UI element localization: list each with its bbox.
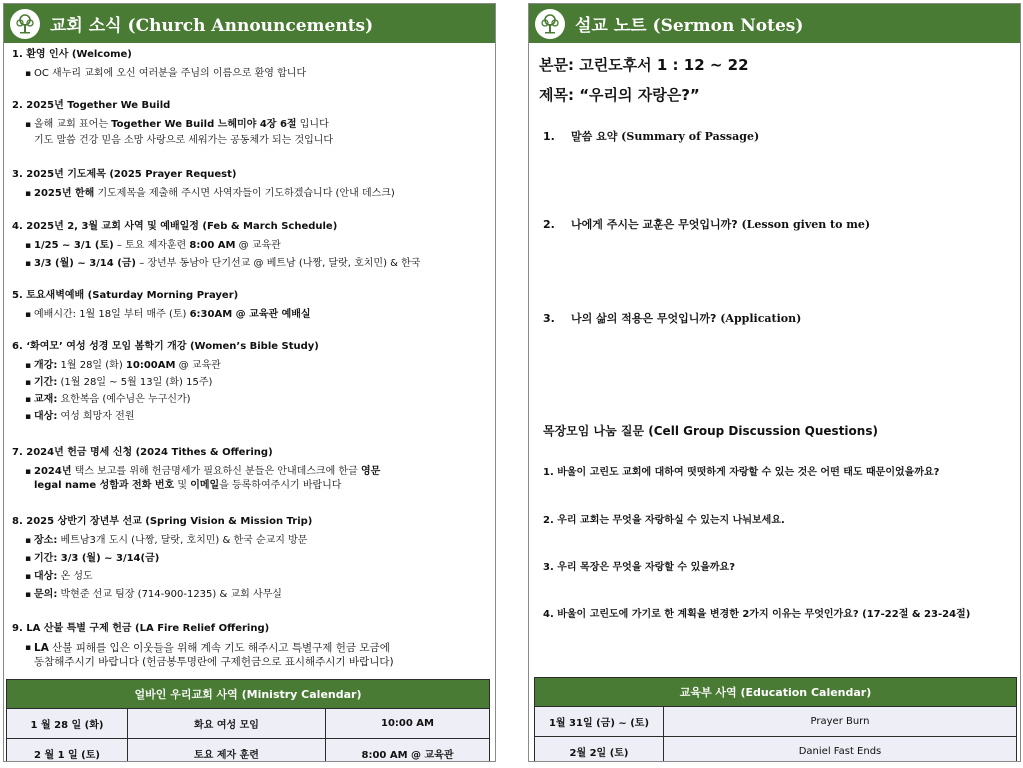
list-item: ▪ 2025년 한해 기도제목을 제출해 주시면 사역자들이 기도하겠습니다 (안내 데스크) [12,187,489,201]
list-item: ▪ 기간: (1월 28일 ~ 5월 13일 (화) 15주) [12,376,489,390]
title-english: (Church Announcements) [127,16,374,36]
table-row [535,737,1017,763]
announcement-prayer-request [12,168,489,205]
announcement-together-we-build [12,99,489,148]
section-title: 4. 2025년 2, 3월 교회 사역 및 예배일정 (Feb & March Schedule) [12,221,338,232]
discussion-question: 3. 우리 목장은 무엇을 자랑할 수 있을까요? [543,562,736,573]
table-row [7,739,490,763]
education-calendar-table [534,677,1017,762]
table-cell-event: Prayer Burn [664,707,1017,737]
sermon-reference: 본문: 고린도후서 1 : 12 ~ 22 [539,56,749,74]
church-tree-logo-icon [535,9,565,39]
table-cell-date: 1 월 28 일 (화) [7,709,128,739]
title-korean: 설교 노트 [575,16,647,36]
sermon-notes-panel [528,3,1021,762]
announcement-saturday-prayer [12,289,489,326]
list-item: ▪ 기간: 3/3 (월) ~ 3/14(금) [12,552,489,566]
list-item: ▪ 1/25 ~ 3/1 (토) – 토요 제자훈련 8:00 AM @ 교육관 [12,239,489,253]
sermon-notes-title [575,11,803,36]
table-cell-time: 10:00 AM [326,709,490,739]
education-calendar-header: 교육부 사역 (Education Calendar) [535,678,1017,707]
table-cell-event: 화요 여성 모임 [128,709,326,739]
announcement-tithes-offering [12,446,489,493]
list-item-continued: 기도 말씀 건강 믿음 소망 사랑으로 세워가는 공동체가 되는 것입니다 [34,135,334,146]
list-item: ▪ 대상: 여성 희망자 전원 [12,410,489,424]
church-tree-logo-icon [10,9,40,39]
title-english: (Sermon Notes) [652,16,804,36]
table-cell-date: 2 월 1 일 (토) [7,739,128,763]
announcements-panel [3,3,496,762]
title-korean: 교회 소식 [50,16,122,36]
table-cell-event: 토요 제자 훈련 [128,739,326,763]
announcements-header [4,4,495,43]
section-title: 8. 2025 상반기 장년부 선교 (Spring Vision & Mission Trip) [12,516,313,527]
announcement-mission-trip [12,515,489,606]
section-title: 7. 2024년 헌금 명세 신청 (2024 Tithes & Offering) [12,447,273,458]
section-title: 1. 환영 인사 (Welcome) [12,49,132,60]
table-row [7,709,490,739]
discussion-question: 2. 우리 교회는 무엇을 자랑하실 수 있는지 나눠보세요. [543,515,785,526]
discussion-question: 1. 바울이 고린도 교회에 대하여 떳떳하게 자랑할 수 있는 것은 어떤 태도 때문이었을까요? [543,467,940,478]
list-item-continued: 동참해주시기 바랍니다 (헌금봉투명란에 구제헌금으로 표시해주시기 바랍니다) [34,656,394,668]
list-item: ▪ 교재: 요한복음 (예수님은 누구신가) [12,393,489,407]
table-cell-event: Daniel Fast Ends [664,737,1017,763]
list-item: ▪ LA 산불 피해를 입은 이웃들을 위해 계속 기도 해주시고 특별구제 헌금 모금에 [12,641,489,655]
section-title: 3. 2025년 기도제목 (2025 Prayer Request) [12,169,237,180]
announcements-title [50,11,373,36]
table-cell-date: 1월 31일 (금) ~ (토) [535,707,664,737]
list-item-continued: legal name 성함과 전화 번호 및 이메일을 등록하여주시기 바랍니다 [34,480,342,491]
list-item: ▪ 올해 교회 표어는 Together We Build 느헤미야 4장 6절 입니다 [12,118,489,132]
table-cell-date: 2월 2일 (토) [535,737,664,763]
list-item: ▪ 예배시간: 1월 18일 부터 매주 (토) 6:30AM @ 교육관 예배실 [12,308,489,322]
section-title: 2. 2025년 Together We Build [12,100,171,111]
list-item: ▪ OC 새누리 교회에 오신 여러분을 주님의 이름으로 환영 합니다 [12,67,489,81]
announcement-feb-march-schedule [12,220,489,275]
ministry-calendar-table [6,679,490,762]
sermon-question-application: 3. 나의 삶의 적용은 무엇입니까? (Application) [543,312,802,325]
section-title: 9. LA 산불 특별 구제 헌금 (LA Fire Relief Offering) [12,623,270,634]
sermon-question-summary: 1. 말씀 요약 (Summary of Passage) [543,130,760,143]
list-item: ▪ 개강: 1월 28일 (화) 10:00AM @ 교육관 [12,359,489,373]
table-cell-time: 8:00 AM @ 교육관 [326,739,490,763]
list-item: ▪ 2024년 택스 보고를 위해 헌금명세가 필요하신 분들은 안내데스크에 한글 영문 [12,465,489,479]
ministry-calendar-header: 얼바인 우리교회 사역 (Ministry Calendar) [7,680,490,709]
cell-group-title: 목장모임 나눔 질문 (Cell Group Discussion Questions) [543,424,878,438]
list-item: ▪ 장소: 베트남3개 도시 (나짱, 달랏, 호치민) & 한국 순교지 방문 [12,534,489,548]
announcement-womens-bible-study [12,340,489,428]
section-title: 5. 토요새벽예배 (Saturday Morning Prayer) [12,290,239,301]
sermon-title: 제목: “우리의 자랑은?” [539,86,700,104]
list-item: ▪ 대상: 온 성도 [12,570,489,584]
sermon-notes-header [529,4,1020,43]
sermon-question-lesson: 2. 나에게 주시는 교훈은 무엇입니까? (Lesson given to me) [543,218,871,231]
discussion-question: 4. 바울이 고린도에 가기로 한 계획을 변경한 2가지 이유는 무엇인가요? (17-22절 & 23-24절) [543,609,971,620]
announcement-welcome [12,48,489,85]
list-item: ▪ 3/3 (월) ~ 3/14 (금) – 장년부 동남아 단기선교 @ 베트남 (나짱, 달랏, 호치민) & 한국 [12,257,489,271]
announcement-fire-relief [12,622,489,669]
section-title: 6. ‘화여모’ 여성 성경 모임 봄학기 개강 (Women’s Bible Study) [12,341,319,352]
table-row [535,707,1017,737]
list-item: ▪ 문의: 박현준 선교 팀장 (714-900-1235) & 교회 사무실 [12,588,489,602]
